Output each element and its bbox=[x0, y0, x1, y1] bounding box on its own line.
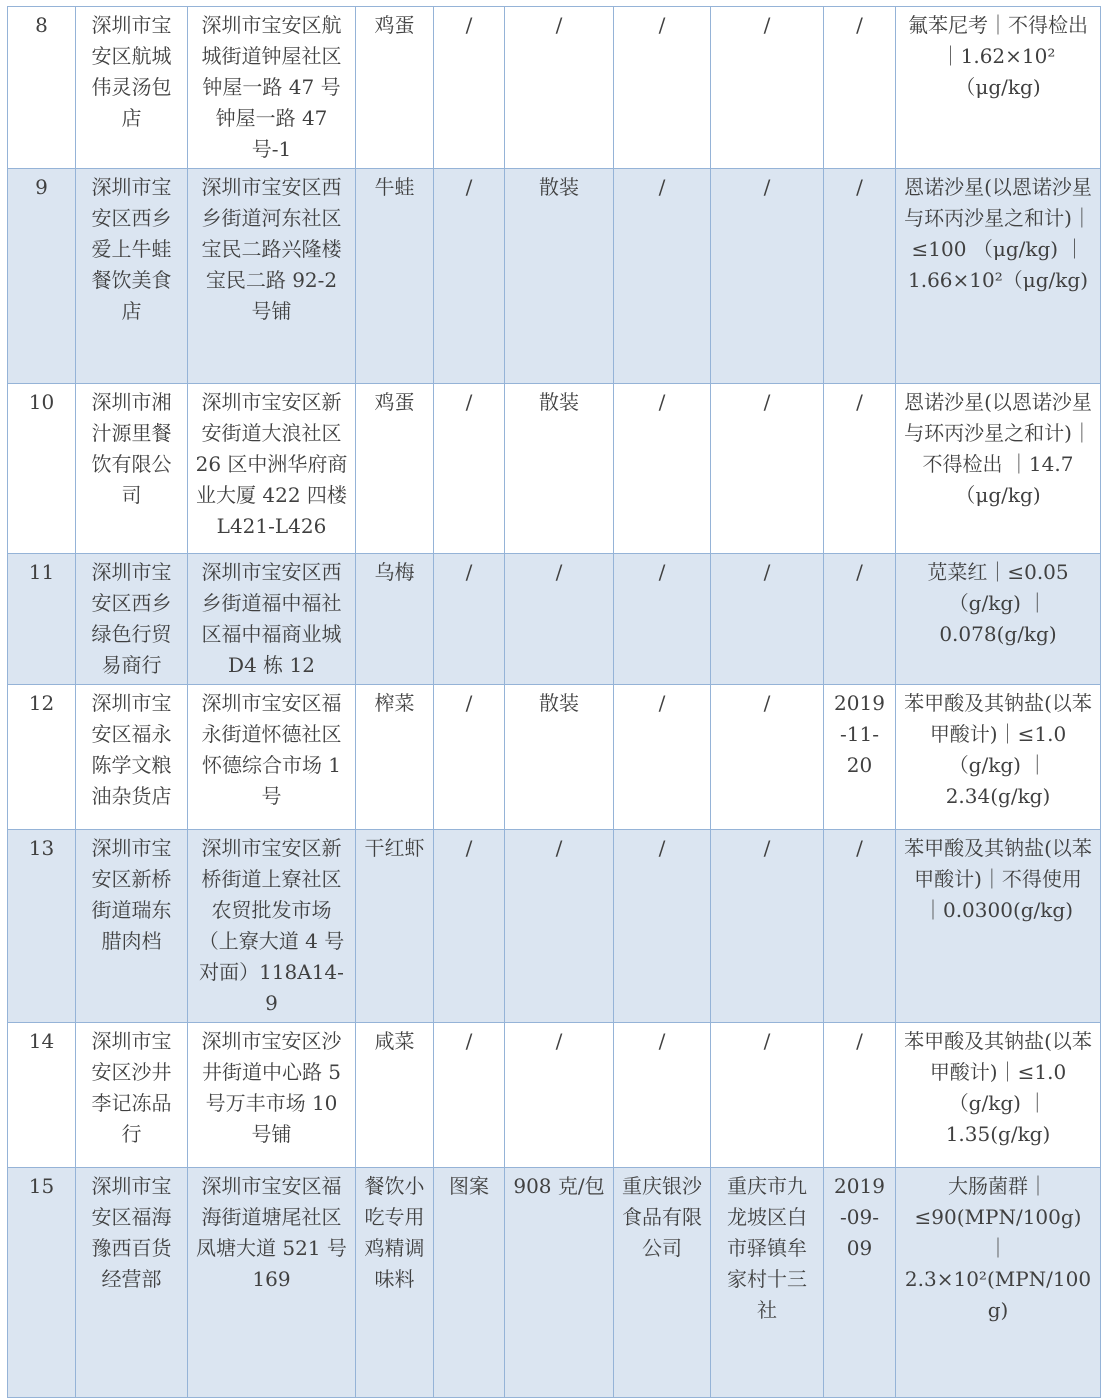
cell-test-result: 恩诺沙星(以恩诺沙星与环丙沙星之和计)｜不得检出 ｜14.7（μg/kg) bbox=[896, 384, 1101, 554]
cell-company-name: 深圳市宝安区沙井李记冻品行 bbox=[76, 1023, 188, 1168]
cell-producer: / bbox=[614, 554, 711, 685]
cell-production-date: / bbox=[824, 7, 896, 169]
cell-row-number: 12 bbox=[8, 685, 76, 830]
cell-producer-address: 重庆市九龙坡区白市驿镇牟家村十三社 bbox=[711, 1168, 824, 1398]
cell-company-name: 深圳市宝安区福永陈学文粮油杂货店 bbox=[76, 685, 188, 830]
cell-sample-name: 榨菜 bbox=[356, 685, 434, 830]
cell-producer: / bbox=[614, 384, 711, 554]
cell-company-name: 深圳市宝安区新桥街道瑞东腊肉档 bbox=[76, 830, 188, 1023]
cell-producer-address: / bbox=[711, 830, 824, 1023]
cell-test-result: 氟苯尼考｜不得检出｜1.62×10²（μg/kg) bbox=[896, 7, 1101, 169]
cell-test-result: 恩诺沙星(以恩诺沙星与环丙沙星之和计)｜≤100 （μg/kg) ｜ 1.66×10²（μg/kg) bbox=[896, 169, 1101, 384]
cell-test-result: 苯甲酸及其钠盐(以苯甲酸计)｜≤1.0（g/kg) ｜1.35(g/kg) bbox=[896, 1023, 1101, 1168]
cell-producer-address: / bbox=[711, 7, 824, 169]
cell-production-date: / bbox=[824, 1023, 896, 1168]
cell-producer-address: / bbox=[711, 554, 824, 685]
cell-row-number: 14 bbox=[8, 1023, 76, 1168]
cell-trademark: / bbox=[434, 384, 505, 554]
cell-producer: / bbox=[614, 169, 711, 384]
cell-test-result: 苯甲酸及其钠盐(以苯甲酸计)｜不得使用 ｜0.0300(g/kg) bbox=[896, 830, 1101, 1023]
cell-test-result: 大肠菌群｜≤90(MPN/100g) ｜ 2.3×10²(MPN/100g) bbox=[896, 1168, 1101, 1398]
cell-sample-name: 牛蛙 bbox=[356, 169, 434, 384]
cell-row-number: 15 bbox=[8, 1168, 76, 1398]
cell-company-address: 深圳市宝安区西乡街道福中福社区福中福商业城 D4 栋 12 bbox=[188, 554, 356, 685]
cell-producer: / bbox=[614, 685, 711, 830]
cell-test-result: 苯甲酸及其钠盐(以苯甲酸计)｜≤1.0（g/kg) ｜2.34(g/kg) bbox=[896, 685, 1101, 830]
cell-company-address: 深圳市宝安区航城街道钟屋社区钟屋一路 47 号钟屋一路 47 号-1 bbox=[188, 7, 356, 169]
cell-production-date: / bbox=[824, 169, 896, 384]
cell-company-name: 深圳市宝安区福海豫西百货经营部 bbox=[76, 1168, 188, 1398]
table-row bbox=[8, 685, 1101, 830]
cell-company-address: 深圳市宝安区新桥街道上寮社区农贸批发市场（上寮大道 4 号对面）118A14-9 bbox=[188, 830, 356, 1023]
cell-spec: / bbox=[505, 1023, 614, 1168]
cell-spec: 散装 bbox=[505, 169, 614, 384]
table-row bbox=[8, 1023, 1101, 1168]
cell-spec: 散装 bbox=[505, 384, 614, 554]
cell-row-number: 9 bbox=[8, 169, 76, 384]
cell-sample-name: 餐饮小吃专用鸡精调味料 bbox=[356, 1168, 434, 1398]
cell-company-address: 深圳市宝安区沙井街道中心路 5 号万丰市场 10 号铺 bbox=[188, 1023, 356, 1168]
cell-row-number: 10 bbox=[8, 384, 76, 554]
cell-spec: 散装 bbox=[505, 685, 614, 830]
cell-producer: / bbox=[614, 1023, 711, 1168]
cell-company-name: 深圳市宝安区航城伟灵汤包店 bbox=[76, 7, 188, 169]
cell-company-address: 深圳市宝安区西乡街道河东社区宝民二路兴隆楼宝民二路 92-2 号铺 bbox=[188, 169, 356, 384]
cell-trademark: / bbox=[434, 554, 505, 685]
cell-sample-name: 鸡蛋 bbox=[356, 7, 434, 169]
cell-production-date: / bbox=[824, 554, 896, 685]
cell-production-date: 2019-09-09 bbox=[824, 1168, 896, 1398]
cell-row-number: 13 bbox=[8, 830, 76, 1023]
cell-sample-name: 干红虾 bbox=[356, 830, 434, 1023]
cell-trademark: / bbox=[434, 1023, 505, 1168]
cell-company-name: 深圳市湘汁源里餐饮有限公司 bbox=[76, 384, 188, 554]
cell-producer: / bbox=[614, 7, 711, 169]
cell-producer-address: / bbox=[711, 384, 824, 554]
table-row bbox=[8, 169, 1101, 384]
cell-company-name: 深圳市宝安区西乡爱上牛蛙餐饮美食店 bbox=[76, 169, 188, 384]
cell-trademark: 图案 bbox=[434, 1168, 505, 1398]
cell-spec: / bbox=[505, 7, 614, 169]
cell-sample-name: 咸菜 bbox=[356, 1023, 434, 1168]
cell-production-date: / bbox=[824, 830, 896, 1023]
cell-production-date: 2019-11-20 bbox=[824, 685, 896, 830]
cell-trademark: / bbox=[434, 169, 505, 384]
cell-spec: 908 克/包 bbox=[505, 1168, 614, 1398]
table-row bbox=[8, 1168, 1101, 1398]
cell-spec: / bbox=[505, 554, 614, 685]
inspection-results-table bbox=[7, 6, 1101, 1398]
cell-row-number: 8 bbox=[8, 7, 76, 169]
cell-trademark: / bbox=[434, 685, 505, 830]
table-row bbox=[8, 384, 1101, 554]
cell-trademark: / bbox=[434, 830, 505, 1023]
cell-producer: 重庆银沙食品有限公司 bbox=[614, 1168, 711, 1398]
cell-producer-address: / bbox=[711, 169, 824, 384]
cell-company-address: 深圳市宝安区福海街道塘尾社区凤塘大道 521 号 169 bbox=[188, 1168, 356, 1398]
cell-company-name: 深圳市宝安区西乡绿色行贸易商行 bbox=[76, 554, 188, 685]
cell-producer: / bbox=[614, 830, 711, 1023]
cell-production-date: / bbox=[824, 384, 896, 554]
cell-row-number: 11 bbox=[8, 554, 76, 685]
table-row bbox=[8, 7, 1101, 169]
cell-test-result: 苋菜红｜≤0.05（g/kg) ｜0.078(g/kg) bbox=[896, 554, 1101, 685]
table-row bbox=[8, 830, 1101, 1023]
cell-sample-name: 鸡蛋 bbox=[356, 384, 434, 554]
cell-producer-address: / bbox=[711, 1023, 824, 1168]
cell-producer-address: / bbox=[711, 685, 824, 830]
table-row bbox=[8, 554, 1101, 685]
cell-sample-name: 乌梅 bbox=[356, 554, 434, 685]
cell-company-address: 深圳市宝安区新安街道大浪社区 26 区中洲华府商业大厦 422 四楼 L421-L426 bbox=[188, 384, 356, 554]
cell-company-address: 深圳市宝安区福永街道怀德社区怀德综合市场 1 号 bbox=[188, 685, 356, 830]
cell-trademark: / bbox=[434, 7, 505, 169]
cell-spec: / bbox=[505, 830, 614, 1023]
